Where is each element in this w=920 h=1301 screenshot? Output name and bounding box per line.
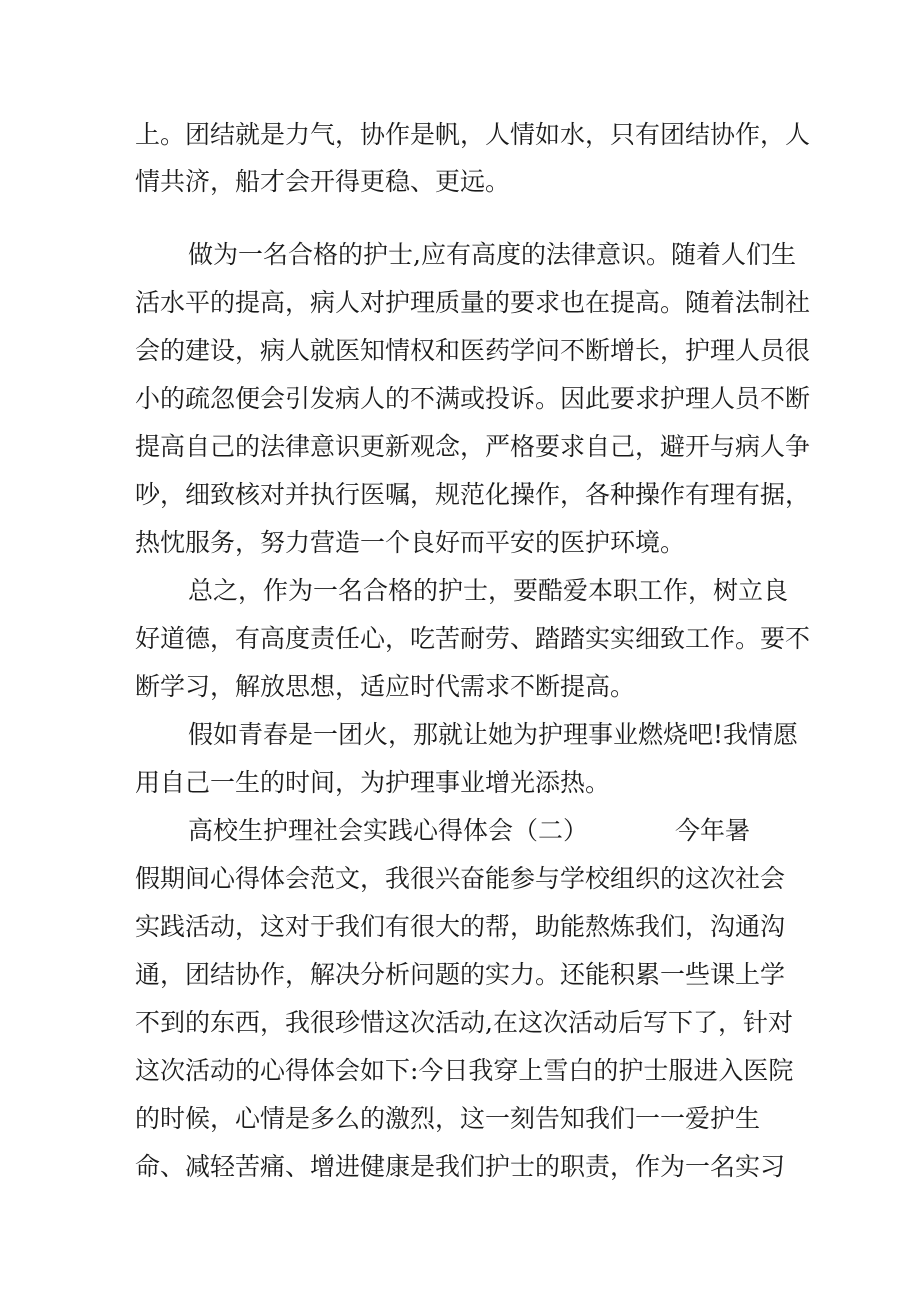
text-line: 小的疏忽便会引发病人的不满或投诉。因此要求护理人员不断 [135, 384, 811, 413]
text-line: 情共济，船才会开得更稳、更远。 [135, 167, 511, 196]
text-line: 命、减轻苦痛、增进健康是我们护士的职责，作为一名实习 [135, 1152, 786, 1181]
text-line: 假期间心得体会范文，我很兴奋能参与学校组织的这次社会 [135, 864, 786, 893]
text-line: 不到的东西，我很珍惜这次活动,在这次活动后写下了，针对 [135, 1008, 793, 1037]
text-line: 上。团结就是力气，协作是帆，人情如水，只有团结协作，人 [135, 120, 811, 149]
text-line: 提高自己的法律意识更新观念，严格要求自己，避开与病人争 [135, 432, 811, 461]
text-line: 的时候，心情是多么的激烈，这一刻告知我们一一爱护生 [135, 1104, 761, 1133]
text-line: 吵，细致核对并执行医嘱，规范化操作，各种操作有理有据， [135, 480, 811, 509]
text-line: 好道德，有高度责任心，吃苦耐劳、踏踏实实细致工作。要不 [135, 624, 811, 653]
text-line: 今年暑 [675, 816, 751, 845]
section-title: 高校生护理社会实践心得体会（二） [188, 816, 589, 845]
text-line: 热忱服务，努力营造一个良好而平安的医护环境。 [135, 528, 686, 557]
paragraph-first-line: 总之，作为一名合格的护士，要酷爱本职工作，树立良 [188, 576, 789, 605]
paragraph-first-line: 假如青春是一团火，那就让她为护理事业燃烧吧!我情愿 [188, 720, 799, 749]
text-line: 会的建设，病人就医知情权和医药学问不断增长，护理人员很 [135, 336, 811, 365]
paragraph-first-line: 做为一名合格的护士,应有高度的法律意识。随着人们生 [188, 240, 796, 269]
text-line: 用自己一生的时间，为护理事业增光添热。 [135, 768, 611, 797]
text-line: 实践活动，这对于我们有很大的帮，助能熬炼我们，沟通沟 [135, 912, 786, 941]
text-line: 活水平的提高，病人对护理质量的要求也在提高。随着法制社 [135, 288, 811, 317]
text-line: 通，团结协作，解决分析问题的实力。还能积累一些课上学 [135, 960, 786, 989]
text-line: 断学习，解放思想，适应时代需求不断提高。 [135, 672, 636, 701]
text-line: 这次活动的心得体会如下:今日我穿上雪白的护士服进入医院 [135, 1056, 794, 1085]
